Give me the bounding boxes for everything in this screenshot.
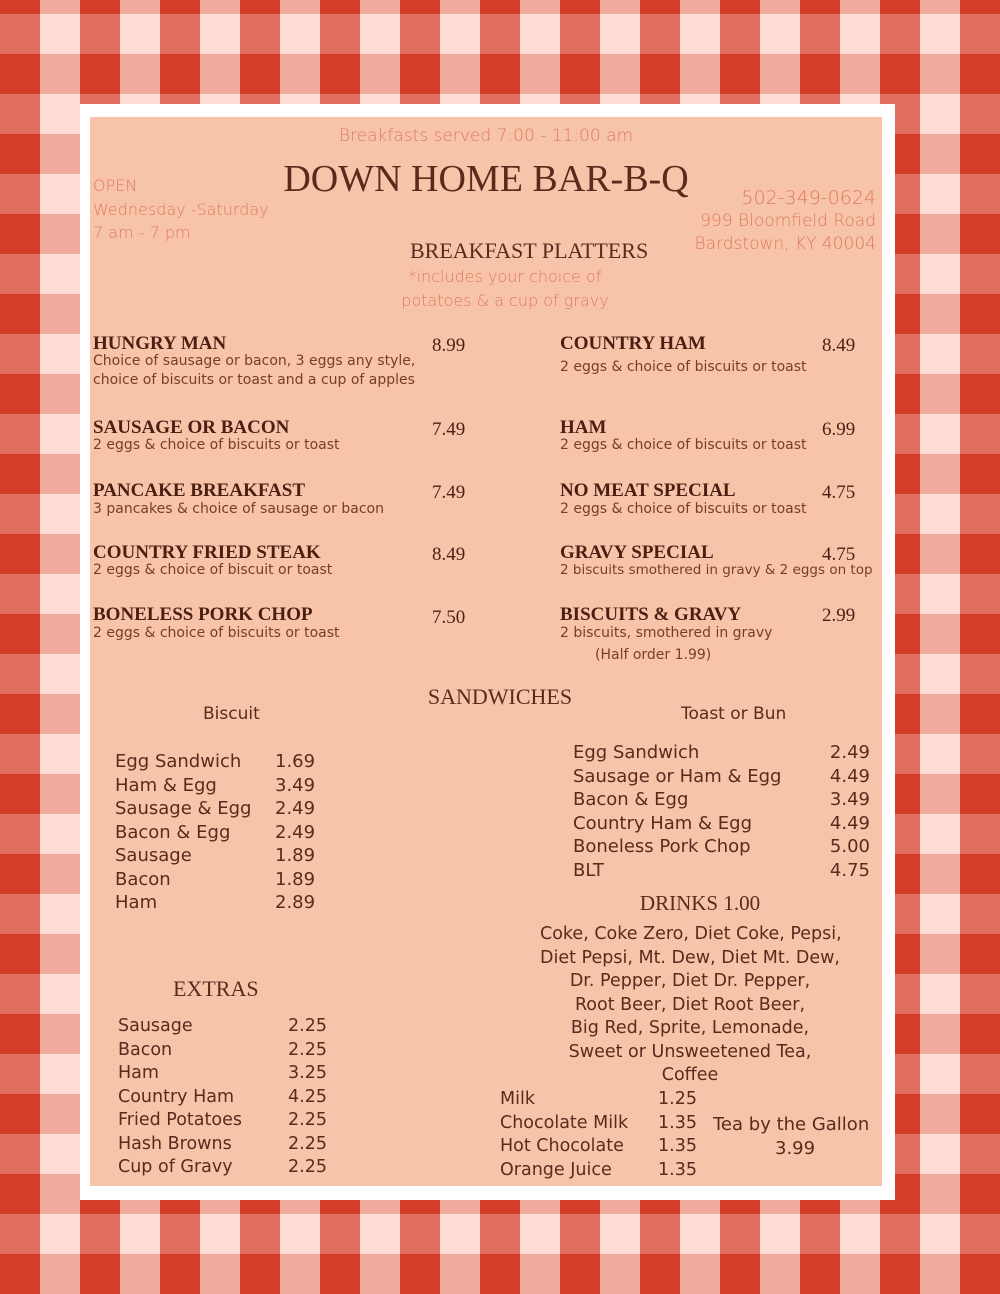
menu-card: [90, 117, 882, 1186]
toast-sandwich-price: 5.00: [829, 836, 870, 857]
biscuit-sandwich-name: Sausage: [115, 845, 192, 866]
toast-label: Toast or Bun: [681, 704, 787, 724]
platter-price: 6.99: [822, 419, 856, 440]
platter-description: Choice of sausage or bacon, 3 eggs any style,: [93, 353, 416, 369]
platter-price: 7.49: [432, 482, 466, 503]
biscuit-sandwich-price: 1.69: [275, 751, 316, 772]
toast-sandwich-price: 4.49: [829, 812, 870, 834]
biscuit-sandwich-name: Ham & Egg: [115, 774, 217, 796]
drink-options-line: Coke, Coke Zero, Diet Coke, Pepsi,: [540, 924, 842, 944]
biscuit-sandwich-price: 1.89: [275, 845, 316, 866]
platter-name: HAM: [560, 417, 607, 438]
toast-sandwich-price: 4.75: [829, 859, 870, 881]
platter-name: BISCUITS & GRAVY: [560, 604, 742, 625]
extra-item-name: Sausage: [118, 1016, 193, 1036]
extra-item-price: 2.25: [288, 1157, 327, 1177]
drinks-heading: DRINKS 1.00: [639, 891, 761, 915]
extra-item-name: Cup of Gravy: [118, 1157, 233, 1177]
platter-price: 8.49: [432, 544, 466, 565]
toast-sandwich-name: BLT: [573, 859, 604, 881]
drink-item-price: 1.35: [658, 1159, 697, 1180]
platters-note-line1: *includes your choice of: [408, 267, 602, 286]
platter-description: 2 eggs & choice of biscuits or toast: [560, 359, 807, 375]
drink-options-line: Diet Pepsi, Mt. Dew, Diet Mt. Dew,: [540, 947, 840, 968]
platter-price: 4.75: [822, 482, 856, 503]
platter-name: NO MEAT SPECIAL: [560, 480, 736, 501]
toast-sandwich-name: Boneless Pork Chop: [573, 836, 751, 857]
extra-item-price: 2.25: [288, 1133, 327, 1154]
platter-description-line2: (Half order 1.99): [595, 647, 712, 663]
platter-name: PANCAKE BREAKFAST: [93, 480, 306, 501]
biscuit-sandwich-name: Bacon: [115, 868, 171, 890]
platter-name: HUNGRY MAN: [93, 333, 227, 354]
extra-item-price: 4.25: [288, 1086, 327, 1107]
extra-item-price: 2.25: [288, 1039, 327, 1060]
platter-name: SAUSAGE OR BACON: [93, 417, 290, 438]
tea-gallon-price: 3.99: [775, 1138, 816, 1159]
biscuit-sandwich-price: 2.89: [275, 892, 316, 913]
open-label: OPEN: [93, 176, 138, 195]
drink-item-name: Milk: [500, 1089, 535, 1109]
drink-item-price: 1.35: [658, 1112, 697, 1133]
drink-item-price: 1.25: [658, 1089, 697, 1109]
extra-item-name: Hash Browns: [118, 1133, 232, 1154]
toast-sandwich-price: 4.49: [829, 765, 870, 787]
platters-note-line2: potatoes & a cup of gravy: [401, 291, 609, 310]
toast-sandwich-price: 2.49: [829, 742, 870, 763]
extra-item-price: 2.25: [288, 1016, 327, 1036]
extra-item-price: 2.25: [288, 1110, 327, 1130]
platter-name: GRAVY SPECIAL: [560, 542, 714, 563]
biscuit-label: Biscuit: [203, 704, 260, 724]
drink-options-line: Root Beer, Diet Root Beer,: [574, 994, 806, 1015]
platter-price: 4.75: [822, 544, 856, 565]
platter-description: 2 eggs & choice of biscuits or toast: [93, 625, 340, 641]
platter-price: 2.99: [822, 605, 856, 626]
drink-item-name: Orange Juice: [500, 1159, 612, 1180]
biscuit-sandwich-name: Sausage & Egg: [115, 798, 252, 819]
platter-name: BONELESS PORK CHOP: [93, 604, 313, 625]
biscuit-sandwich-name: Bacon & Egg: [115, 821, 231, 843]
platter-description: 2 eggs & choice of biscuit or toast: [93, 562, 333, 578]
toast-sandwich-name: Egg Sandwich: [573, 742, 700, 763]
platter-description: 3 pancakes & choice of sausage or bacon: [93, 501, 384, 517]
drink-item-name: Hot Chocolate: [500, 1136, 624, 1156]
sandwiches-heading: SANDWICHES: [427, 684, 573, 709]
platter-price: 7.50: [432, 607, 466, 628]
extra-item-name: Ham: [118, 1063, 159, 1083]
toast-sandwich-name: Sausage or Ham & Egg: [573, 765, 782, 787]
city-address: Bardstown, KY 40004: [694, 234, 876, 254]
platter-name: COUNTRY HAM: [560, 333, 706, 354]
extras-heading: EXTRAS: [173, 976, 259, 1001]
drink-options-line: Sweet or Unsweetened Tea,: [568, 1041, 812, 1062]
platter-description: 2 biscuits smothered in gravy & 2 eggs on top: [560, 562, 873, 578]
platter-price: 7.49: [432, 419, 466, 440]
biscuit-sandwich-price: 3.49: [275, 774, 316, 796]
toast-sandwich-name: Bacon & Egg: [573, 789, 689, 810]
biscuit-sandwich-name: Ham: [115, 892, 158, 913]
drink-options-line: Big Red, Sprite, Lemonade,: [570, 1018, 810, 1038]
drink-options-line: Dr. Pepper, Diet Dr. Pepper,: [569, 971, 811, 991]
extra-item-price: 3.25: [288, 1063, 327, 1083]
extra-item-name: Bacon: [118, 1039, 173, 1060]
platter-name: COUNTRY FRIED STEAK: [93, 542, 321, 563]
platter-description-line2: choice of biscuits or toast and a cup of apples: [93, 372, 415, 388]
open-time: 7 am - 7 pm: [93, 223, 191, 242]
biscuit-sandwich-name: Egg Sandwich: [115, 751, 242, 772]
served-hours: Breakfasts served 7:00 - 11:00 am: [338, 126, 634, 146]
platter-price: 8.49: [822, 335, 856, 356]
street-address: 999 Bloomfield Road: [700, 211, 876, 231]
biscuit-sandwich-price: 2.49: [275, 798, 316, 819]
platter-description: 2 biscuits, smothered in gravy: [560, 625, 773, 641]
toast-sandwich-price: 3.49: [829, 789, 870, 810]
drink-item-price: 1.35: [658, 1136, 697, 1156]
platter-description: 2 eggs & choice of biscuits or toast: [560, 501, 807, 517]
toast-sandwich-name: Country Ham & Egg: [573, 812, 753, 834]
open-days: Wednesday -Saturday: [93, 200, 269, 219]
drink-options-line: Coffee: [661, 1065, 719, 1085]
biscuit-sandwich-price: 1.89: [275, 868, 316, 890]
extra-item-name: Fried Potatoes: [118, 1110, 242, 1130]
platter-price: 8.99: [432, 335, 466, 356]
drink-item-name: Chocolate Milk: [500, 1112, 629, 1133]
extra-item-name: Country Ham: [118, 1086, 235, 1107]
platters-heading: BREAKFAST PLATTERS: [410, 238, 649, 263]
tea-gallon-label: Tea by the Gallon: [713, 1114, 870, 1135]
phone-number: 502-349-0624: [741, 187, 876, 209]
restaurant-title: DOWN HOME BAR-B-Q: [283, 158, 689, 200]
platter-description: 2 eggs & choice of biscuits or toast: [560, 437, 807, 453]
platter-description: 2 eggs & choice of biscuits or toast: [93, 437, 340, 453]
biscuit-sandwich-price: 2.49: [275, 821, 316, 843]
